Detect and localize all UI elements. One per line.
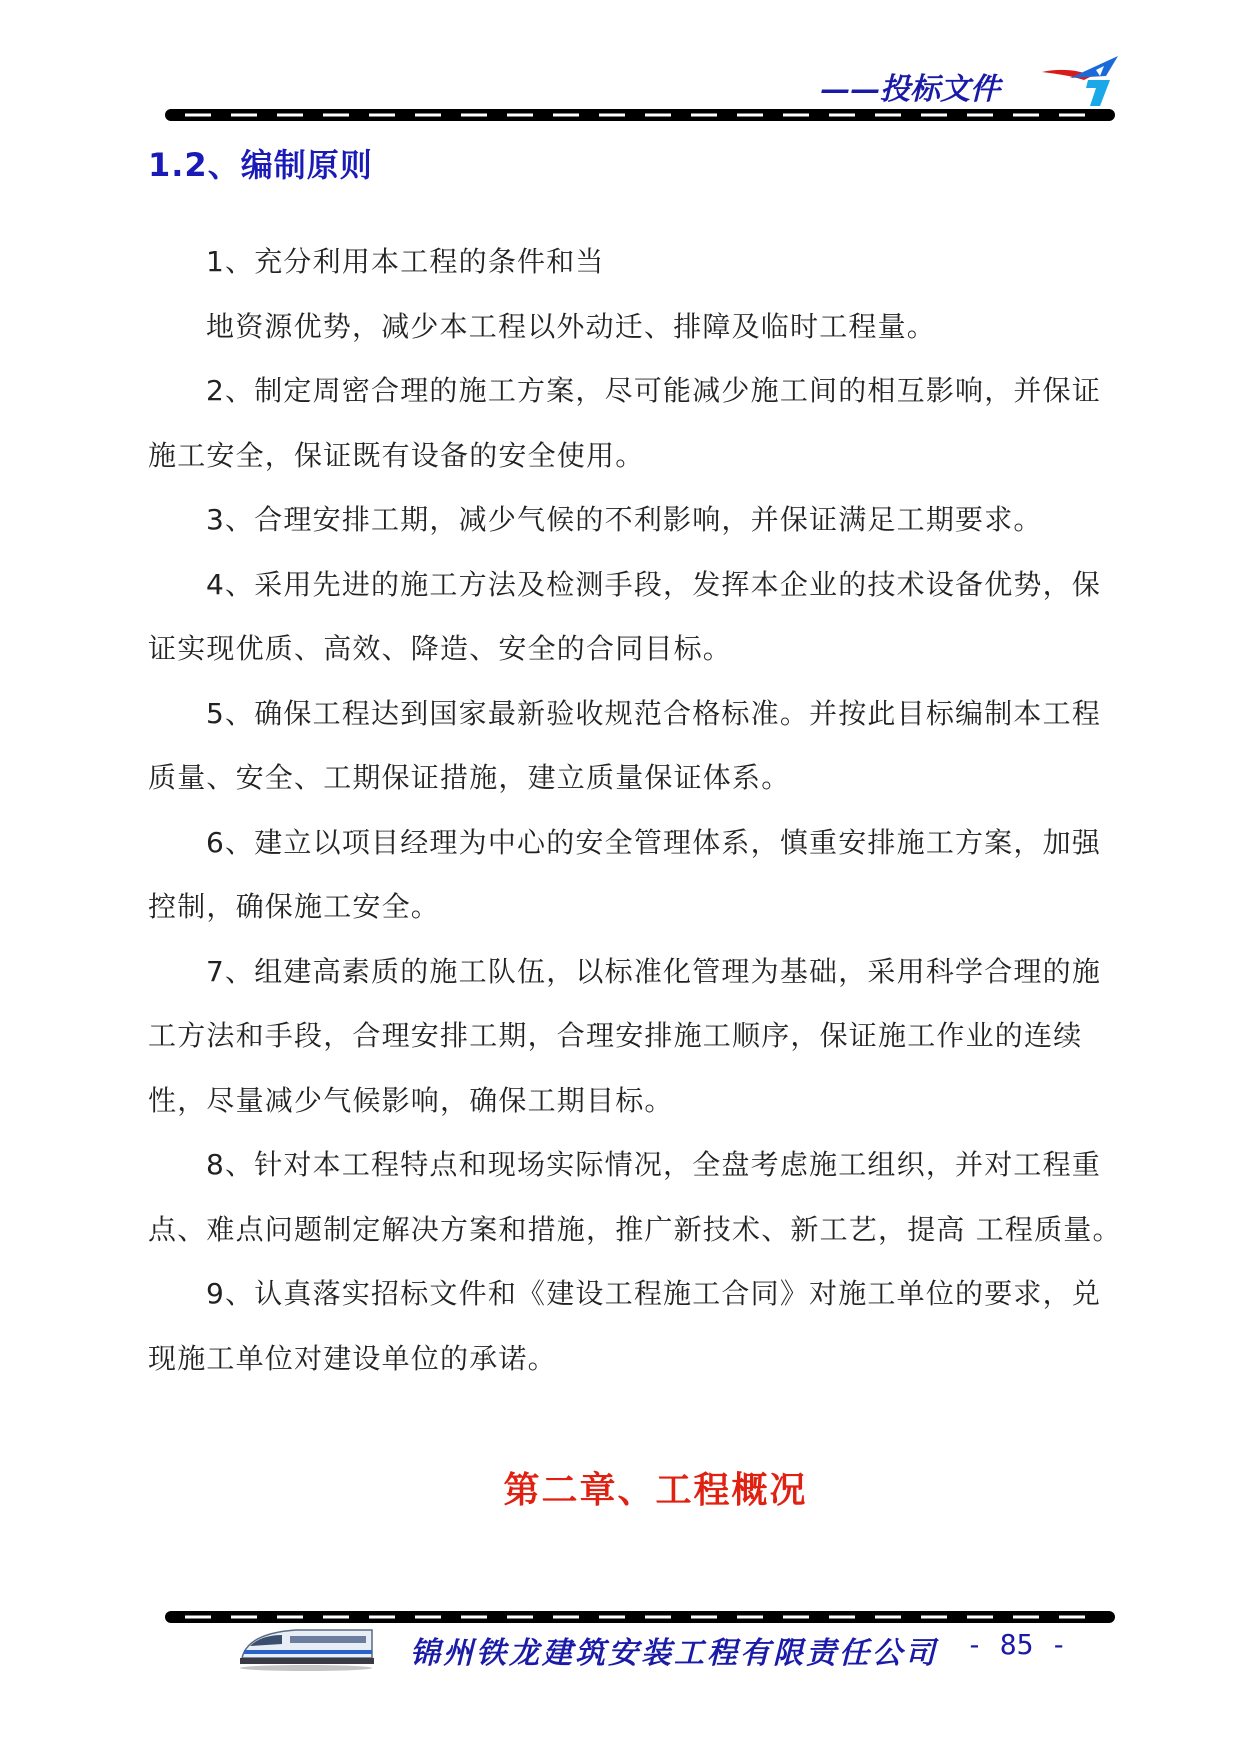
paragraph-4: 4、采用先进的施工方法及检测手段，发挥本企业的技术设备优势，保证实现优质、高效、降造、安全的合同目标。: [148, 567, 1102, 665]
header-title: ——投标文件: [820, 72, 1000, 107]
paragraph-6: 6、建立以项目经理为中心的安全管理体系，慎重安排施工方案，加强控制，确保施工安全。: [148, 825, 1102, 923]
paragraph-1b: 地资源优势，减少本工程以外动迁、排障及临时工程量。: [206, 309, 937, 343]
page-number: - 85 -: [966, 1628, 1068, 1661]
paragraph-2: 2、制定周密合理的施工方案，尽可能减少施工间的相互影响，并保证施工安全，保证既有设备的安全使用。: [148, 374, 1102, 472]
chapter-title: 第二章、工程概况: [503, 1470, 808, 1511]
body-text: [148, 230, 1126, 1391]
paragraph-3: 3、合理安排工期，减少气候的不利影响，并保证满足工期要求。: [206, 503, 1043, 536]
paragraph-5: 5、确保工程达到国家最新验收规范合格标准。并按此目标编制本工程质量、安全、工期保证措施，建立质量保证体系。: [148, 696, 1102, 794]
footer-company-name: 锦州铁龙建筑安装工程有限责任公司: [410, 1636, 938, 1671]
paragraph-9: 9、认真落实招标文件和《建设工程施工合同》对施工单位的要求，兑现施工单位对建设单位的承诺。: [148, 1277, 1102, 1375]
train-icon: [236, 1620, 376, 1672]
paragraph-1a: 1、充分利用本工程的条件和当: [206, 245, 605, 278]
header-rail-divider: [165, 108, 1115, 122]
bird-logo-icon: [1040, 50, 1120, 110]
section-title: 1.2、编制原则: [148, 146, 373, 184]
paragraph-8: 8、针对本工程特点和现场实际情况，全盘考虑施工组织，并对工程重点、难点问题制定解决方案和措施，推广新技术、新工艺，提高 工程质量。: [148, 1148, 1122, 1246]
paragraph-7: 7、组建高素质的施工队伍，以标准化管理为基础，采用科学合理的施工方法和手段，合理安排工期，合理安排施工顺序，保证施工作业的连续性，尽量减少气候影响，确保工期目标。: [148, 954, 1102, 1117]
